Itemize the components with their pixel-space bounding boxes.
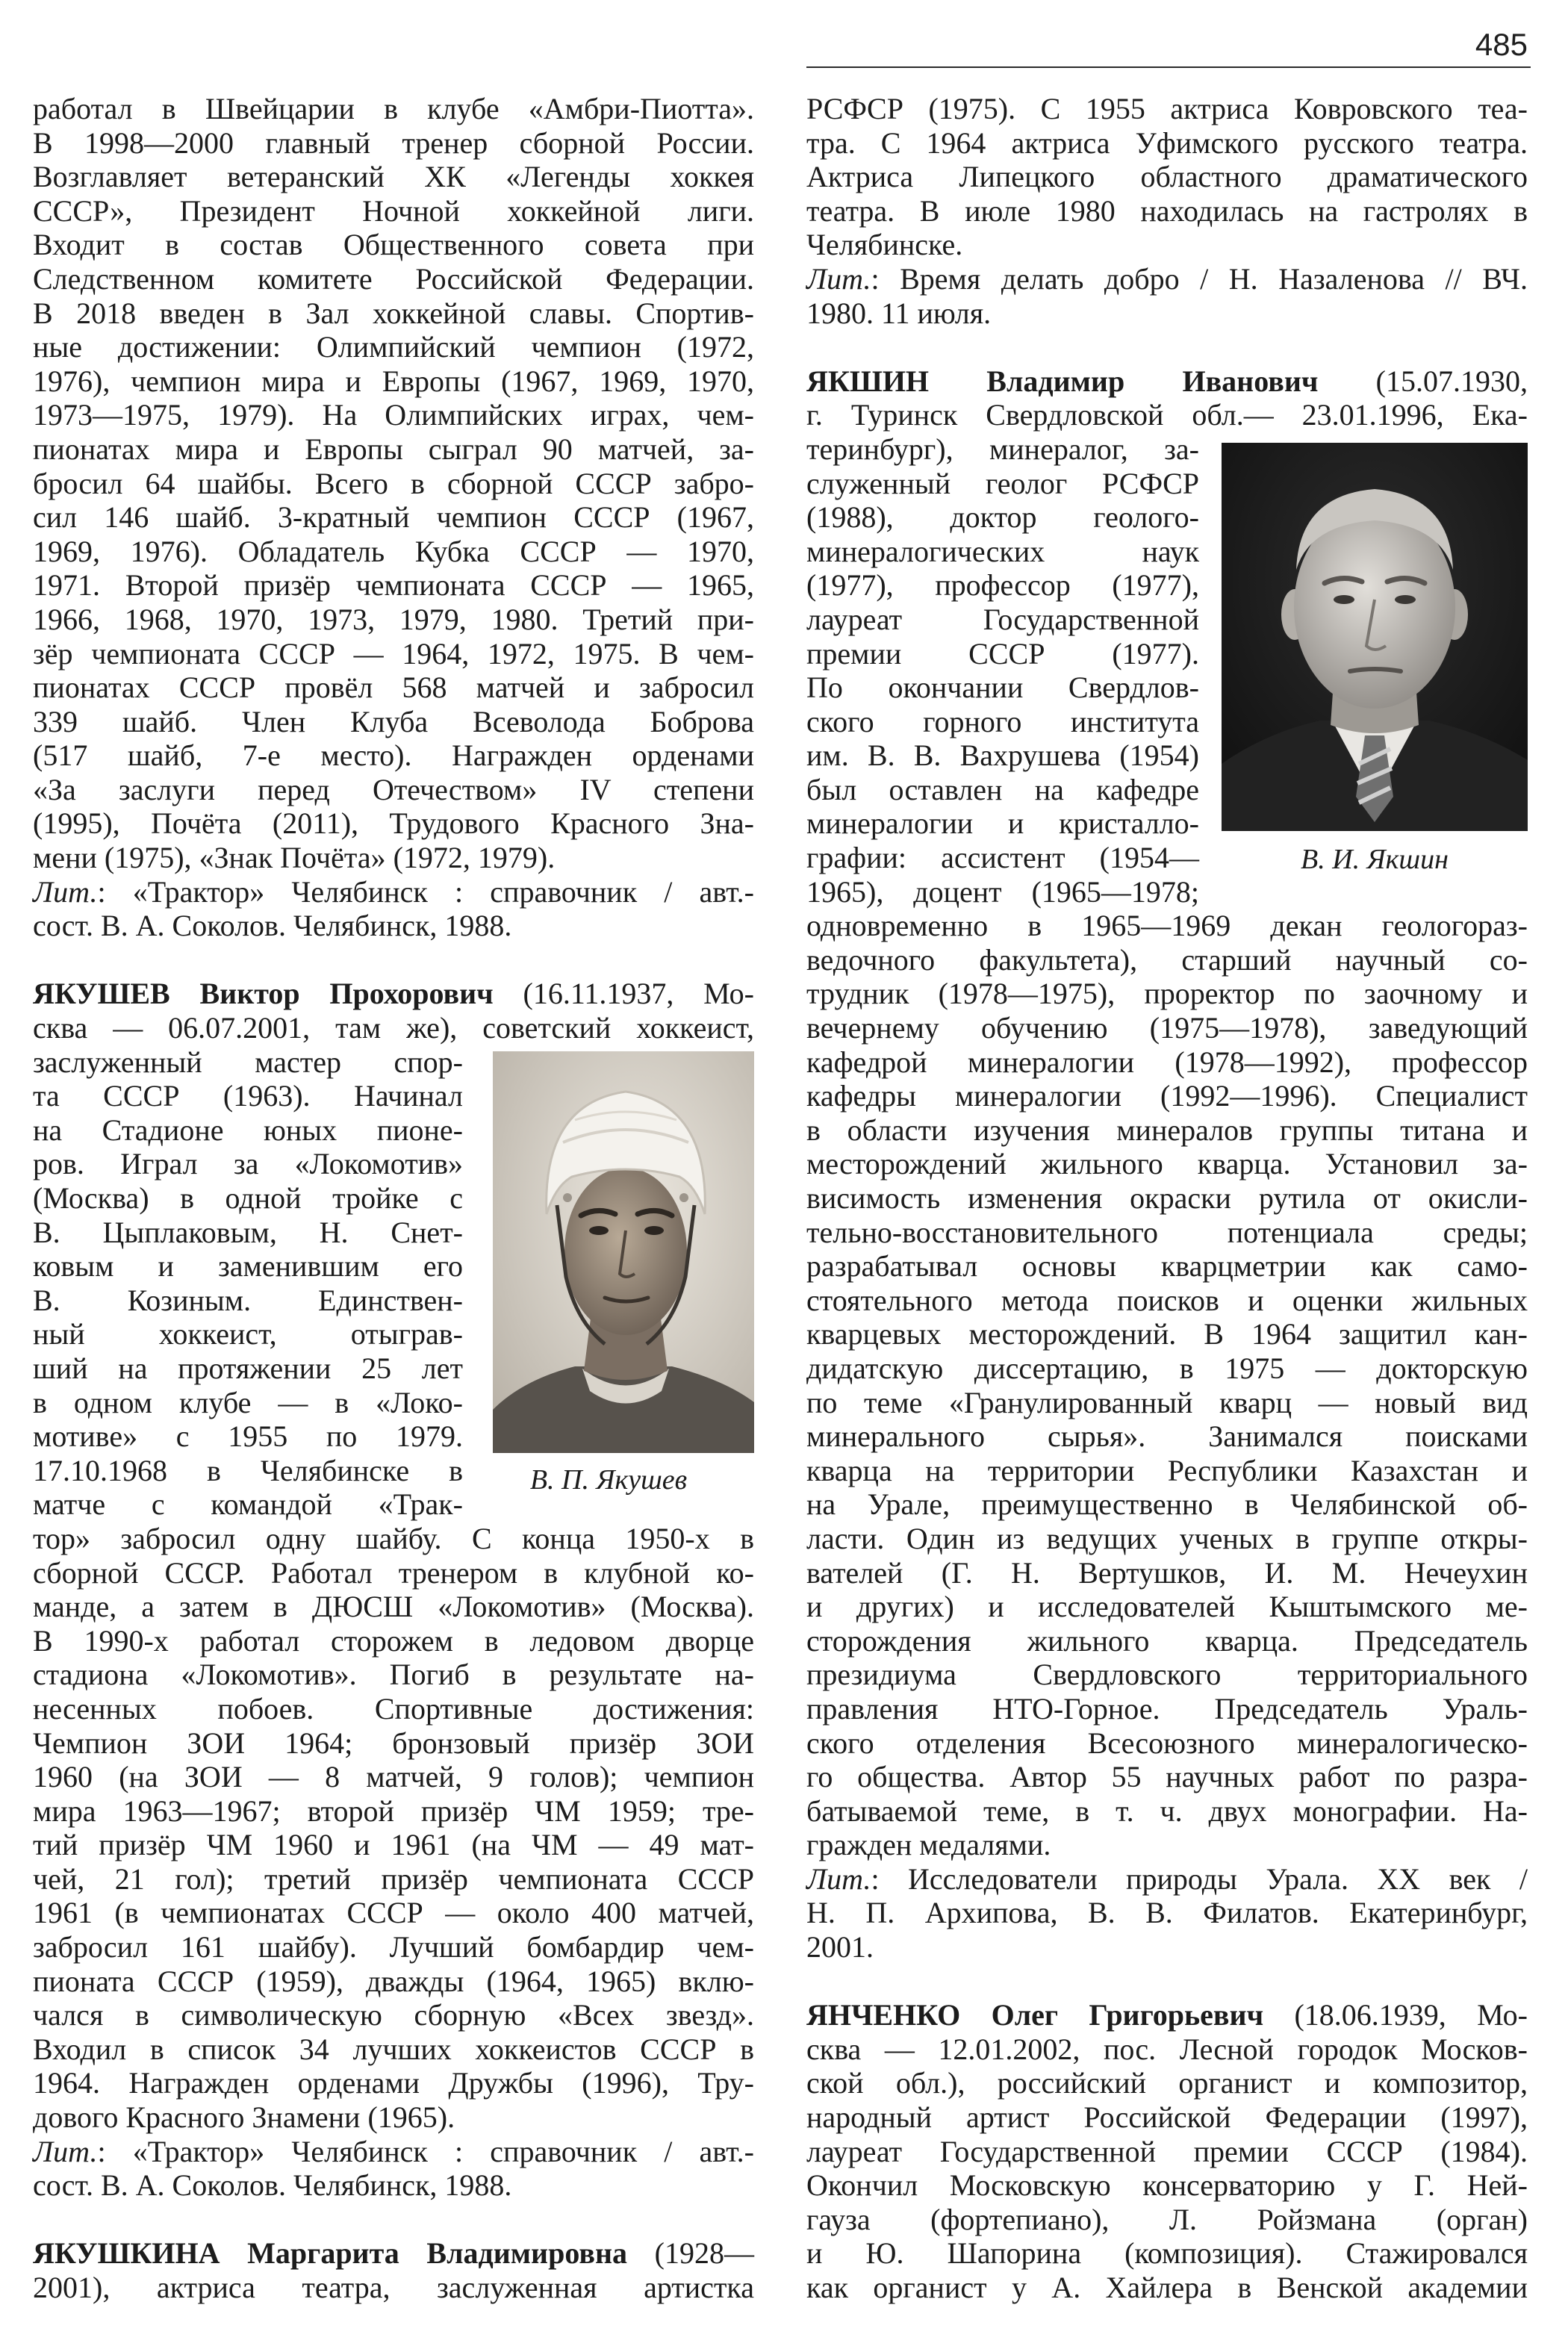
text-line: Входил в список 34 лучших хоккеистов СССР в	[33, 2032, 754, 2066]
text-line: ров. Играл за «Локомотив»	[33, 1147, 463, 1181]
text-line: пионатах мира и Европы сыграл 90 матчей, за-	[33, 432, 754, 466]
text-line: (517 шайб, 7-е место). Награжден орденами	[33, 738, 754, 773]
text-line: теринбург), минералог, за-	[806, 432, 1199, 466]
text-line: Чемпион ЗОИ 1964; бронзовый призёр ЗОИ	[33, 1726, 754, 1760]
text-line: ведочного факультета), старший научный со-	[806, 942, 1528, 977]
text-line: Входит в состав Общественного совета при	[33, 228, 754, 262]
text-line: Челябинске.	[806, 228, 963, 262]
encyclopedia-article	[33, 977, 754, 2202]
text-line: месторождений жильного кварца. Установил за-	[806, 1147, 1528, 1181]
text-line: президиума Свердловского территориального	[806, 1658, 1528, 1692]
text-line: в одном клубе — в «Локо-	[33, 1385, 463, 1419]
text-line: батываемой теме, в т. ч. двух монографии. На-	[806, 1793, 1528, 1828]
article-dates: (18.06.1939, Мо-	[1263, 1998, 1528, 2032]
literature-label: Лит.	[806, 261, 871, 296]
text-line: правления НТО-Горное. Председатель Ураль-	[806, 1691, 1528, 1726]
article-head-line	[806, 1998, 1528, 2032]
text-line: дидатскую диссертацию, в 1975 — докторскую	[806, 1351, 1528, 1385]
text-line: 339 шайб. Член Клуба Всеволода Боброва	[33, 704, 754, 738]
text-line: гражден медалями.	[806, 1828, 1051, 1862]
literature-line	[806, 1862, 1528, 1897]
article-headword: ЯКШИН Владимир Иванович	[806, 364, 1319, 398]
header-rule	[806, 66, 1531, 68]
text-line: В 1998—2000 главный тренер сборной России.	[33, 125, 754, 160]
text-line: та СССР (1963). Начинал	[33, 1079, 463, 1113]
text-line: заслуженный мастер спор-	[33, 1045, 463, 1079]
photo-caption: В. И. Якшин	[1301, 843, 1449, 875]
text-line: 1973—1975, 1979). На Олимпийских играх, чем-	[33, 398, 754, 432]
literature-text: : «Трактор» Челябинск : справочник / авт.-	[97, 874, 754, 909]
text-line: лауреат Государственной премии СССР (1984).	[806, 2134, 1528, 2168]
literature-line: 1980. 11 июля.	[806, 296, 992, 330]
article-head-line	[806, 364, 1528, 399]
text-line: ского отделения Всесоюзного минералогическо-	[806, 1726, 1528, 1760]
text-line: лауреат Государственной	[806, 602, 1199, 636]
text-line: тий призёр ЧМ 1960 и 1961 (на ЧМ — 49 мат-	[33, 1828, 754, 1862]
text-line: минерального сырья». Занимался поисками	[806, 1419, 1528, 1454]
text-line: Возглавляет ветеранский ХК «Легенды хоккея	[33, 160, 754, 194]
text-line: служенный геолог РСФСР	[806, 466, 1199, 500]
text-line: и других) и исследователей Кыштымского ме-	[806, 1590, 1528, 1624]
text-line: (1977), профессор (1977),	[806, 568, 1199, 603]
text-line: ные достижении: Олимпийский чемпион (1972,	[33, 330, 754, 364]
text-line: 1965), доцент (1965—1978;	[806, 874, 1199, 909]
text-line: был оставлен на кафедре	[806, 772, 1199, 806]
text-line: 1960 (на ЗОИ — 8 матчей, 9 голов); чемпион	[33, 1760, 754, 1794]
text-line: кафедры минералогии (1992—1996). Специалист	[806, 1079, 1528, 1113]
text-line: зёр чемпионата СССР — 1964, 1972, 1975. В чем-	[33, 636, 754, 671]
photo-caption: В. П. Якушев	[529, 1463, 688, 1496]
text-line: кварцевых месторождений. В 1964 защитил кан-	[806, 1317, 1528, 1351]
literature-label: Лит.	[33, 2134, 98, 2168]
text-line: работал в Швейцарии в клубе «Амбри-Пиотта».	[33, 92, 754, 125]
article-headword: ЯКУШКИНА Маргарита Владимировна	[33, 2236, 627, 2271]
text-line: Актриса Липецкого областного драматического	[806, 160, 1528, 194]
text-line: трудник (1978—1975), проректор по заочному и	[806, 977, 1528, 1011]
text-line: В 2018 введен в Зал хоккейной славы. Спортив-	[33, 296, 754, 330]
left-column	[33, 92, 754, 2305]
text-line: вечернему обучению (1975—1978), заведующий	[806, 1011, 1528, 1045]
text-line: 2001), актриса театра, заслуженная артистка	[33, 2271, 754, 2304]
text-line: кафедрой минералогии (1978—1992), профессор	[806, 1045, 1528, 1079]
text-line: 1961 (в чемпионатах СССР — около 400 матчей,	[33, 1896, 754, 1930]
text-line: По окончании Свердлов-	[806, 671, 1199, 705]
text-line: им. В. В. Вахрушева (1954)	[806, 738, 1199, 773]
literature-line: сост. В. А. Соколов. Челябинск, 1988.	[33, 909, 512, 943]
text-line: Следственном комитете Российской Федерации.	[33, 261, 754, 296]
text-line: Окончил Московскую консерваторию у Г. Ней-	[806, 2168, 1528, 2203]
text-line: минералогии и кристалло-	[806, 806, 1199, 841]
text-line: РСФСР (1975). С 1955 актриса Ковровского теа-	[806, 92, 1528, 125]
photo-figure-yakshin	[1199, 432, 1528, 907]
text-line: сборной СССР. Работал тренером в клубной ко-	[33, 1555, 754, 1590]
text-line: графии: ассистент (1954—	[806, 841, 1199, 875]
text-line: на Стадионе юных пионе-	[33, 1113, 463, 1147]
text-line: 1971. Второй призёр чемпионата СССР — 1965,	[33, 568, 754, 603]
text-line: В. Цыплаковым, Н. Снет-	[33, 1215, 463, 1249]
text-line: вателей (Г. Н. Вертушков, И. М. Нечеухин	[806, 1555, 1528, 1590]
text-line: 1969, 1976). Обладатель Кубка СССР — 1970,	[33, 534, 754, 568]
text-line: сква — 12.01.2002, пос. Лесной городок Москов-	[806, 2032, 1528, 2066]
text-line: стоятельного метода поисков и оценки жильных	[806, 1283, 1528, 1317]
text-line: ской обл.), российский органист и композитор,	[806, 2066, 1528, 2100]
encyclopedia-article	[806, 364, 1528, 1964]
photo-figure-yakushev	[463, 1045, 754, 1520]
text-line: 1964. Награжден орденами Дружбы (1996), Тру-	[33, 2066, 754, 2100]
literature-line: Н. П. Архипова, В. В. Филатов. Екатеринбург,	[806, 1896, 1528, 1930]
text-line: несенных побоев. Спортивные достижения:	[33, 1691, 754, 1726]
text-line: ший на протяжении 25 лет	[33, 1351, 463, 1385]
text-line: гауза (фортепиано), Л. Ройзмана (орган)	[806, 2202, 1528, 2236]
literature-line: сост. В. А. Соколов. Челябинск, 1988.	[33, 2168, 512, 2203]
text-line: (1995), Почёта (2011), Трудового Красного Зна-	[33, 806, 754, 841]
article-continuation	[806, 92, 1528, 330]
text-line: в области изучения минералов группы титана и	[806, 1113, 1528, 1147]
text-line: «За заслуги перед Отечеством» IV степени	[33, 772, 754, 806]
text-line: по теме «Гранулированный кварц — новый вид	[806, 1385, 1528, 1419]
text-line: (Москва) в одной тройке с	[33, 1181, 463, 1215]
text-line: г. Туринск Свердловской обл.— 23.01.1996, Ека-	[806, 398, 1528, 432]
text-line: висимость изменения окраски рутила от окисли-	[806, 1181, 1528, 1215]
text-line: тра. С 1964 актриса Уфимского русского театра.	[806, 125, 1528, 160]
article-headword: ЯНЧЕНКО Олег Григорьевич	[806, 1998, 1264, 2032]
text-line: чался в символическую сборную «Всех звезд».	[33, 1998, 754, 2032]
text-line: манде, а затем в ДЮСШ «Локомотив» (Москва).	[33, 1590, 754, 1624]
text-line: сторождения жильного кварца. Председатель	[806, 1623, 1528, 1658]
text-line: стадиона «Локомотив». Погиб в результате на-	[33, 1658, 754, 1692]
article-headword: ЯКУШЕВ Виктор Прохорович	[33, 977, 494, 1011]
literature-line	[33, 875, 754, 909]
article-dates: (15.07.1930,	[1318, 364, 1528, 398]
encyclopedia-article	[33, 2236, 754, 2304]
literature-line	[806, 262, 1528, 296]
encyclopedia-article	[806, 1998, 1528, 2304]
text-line: пионата СССР (1959), дважды (1964, 1965) вклю-	[33, 1964, 754, 1998]
article-continuation	[33, 92, 754, 943]
article-head-line	[33, 977, 754, 1011]
article-head-line	[33, 2236, 754, 2271]
text-line: на Урале, преимущественно в Челябинской об-	[806, 1487, 1528, 1522]
text-line: сква — 06.07.2001, там же), советский хоккеист,	[33, 1011, 754, 1045]
text-line: сил 146 шайб. 3-кратный чемпион СССР (1967,	[33, 500, 754, 535]
literature-label: Лит.	[33, 874, 98, 909]
right-column	[806, 92, 1528, 2305]
text-line: чей, 21 гол); третий призёр чемпионата СССР	[33, 1861, 754, 1896]
literature-label: Лит.	[806, 1861, 871, 1896]
literature-text: : Исследователи природы Урала. XX век /	[871, 1861, 1528, 1896]
text-line: пионатах СССР провёл 568 матчей и забросил	[33, 671, 754, 705]
text-line: премии СССР (1977).	[806, 636, 1199, 671]
text-line: матче с командой «Трак-	[33, 1487, 463, 1522]
literature-text: : «Трактор» Челябинск : справочник / авт.-	[97, 2134, 754, 2168]
text-line: СССР», Президент Ночной хоккейной лиги.	[33, 193, 754, 228]
text-line: мени (1975), «Знак Почёта» (1972, 1979).	[33, 841, 556, 875]
text-line: 1976), чемпион мира и Европы (1967, 1969, 1970,	[33, 364, 754, 398]
text-line: забросил 161 шайбу). Лучший бомбардир чем-	[33, 1930, 754, 1964]
text-line: ласти. Один из ведущих ученых в группе откры-	[806, 1521, 1528, 1555]
text-line: бросил 64 шайбы. Всего в сборной СССР забро-	[33, 466, 754, 500]
portrait-photo-yakushev	[493, 1051, 754, 1453]
literature-line: 2001.	[806, 1930, 874, 1964]
text-line: (1988), доктор геолого-	[806, 500, 1199, 535]
text-line: В 1990-х работал сторожем в ледовом дворце	[33, 1623, 754, 1658]
text-line: го общества. Автор 55 научных работ по разра-	[806, 1760, 1528, 1794]
text-line: дового Красного Знамени (1965).	[33, 2100, 455, 2135]
text-line: ковым и заменившим его	[33, 1249, 463, 1284]
text-line: ского горного института	[806, 704, 1199, 738]
text-line: ный хоккеист, отыграв-	[33, 1317, 463, 1351]
text-line: разрабатывал основы кварцметрии как само-	[806, 1249, 1528, 1284]
text-line: мотиве» с 1955 по 1979.	[33, 1419, 463, 1454]
text-line: В. Козиным. Единствен-	[33, 1283, 463, 1317]
text-line: тельно-восстановительного потенциала среды;	[806, 1215, 1528, 1249]
text-line: мира 1963—1967; второй призёр ЧМ 1959; тре-	[33, 1793, 754, 1828]
text-line: тор» забросил одну шайбу. С конца 1950-х в	[33, 1521, 754, 1555]
literature-line	[33, 2135, 754, 2169]
text-line: 1966, 1968, 1970, 1973, 1979, 1980. Третий при-	[33, 602, 754, 636]
text-line: театра. В июле 1980 находилась на гастролях в	[806, 193, 1528, 228]
face	[564, 1168, 687, 1335]
article-dates: (16.11.1937, Мо-	[493, 977, 754, 1011]
text-line: как органист у А. Хайлера в Венской академии	[806, 2271, 1528, 2304]
text-line: и Ю. Шапорина (композиция). Стажировался	[806, 2236, 1528, 2271]
text-line: народный артист Российской Федерации (1997),	[806, 2100, 1528, 2135]
text-line: минералогических наук	[806, 534, 1199, 568]
page-number: 485	[1475, 27, 1528, 62]
portrait-photo-yakshin	[1222, 443, 1528, 831]
text-line: кварца на территории Республики Казахстан и	[806, 1453, 1528, 1487]
text-line: одновременно в 1965—1969 декан геологораз-	[806, 909, 1528, 943]
text-line: 17.10.1968 в Челябинске в	[33, 1453, 463, 1487]
article-dates: (1928—	[627, 2236, 754, 2271]
literature-text: : Время делать добро / Н. Назаленова // ВЧ.	[871, 261, 1528, 296]
